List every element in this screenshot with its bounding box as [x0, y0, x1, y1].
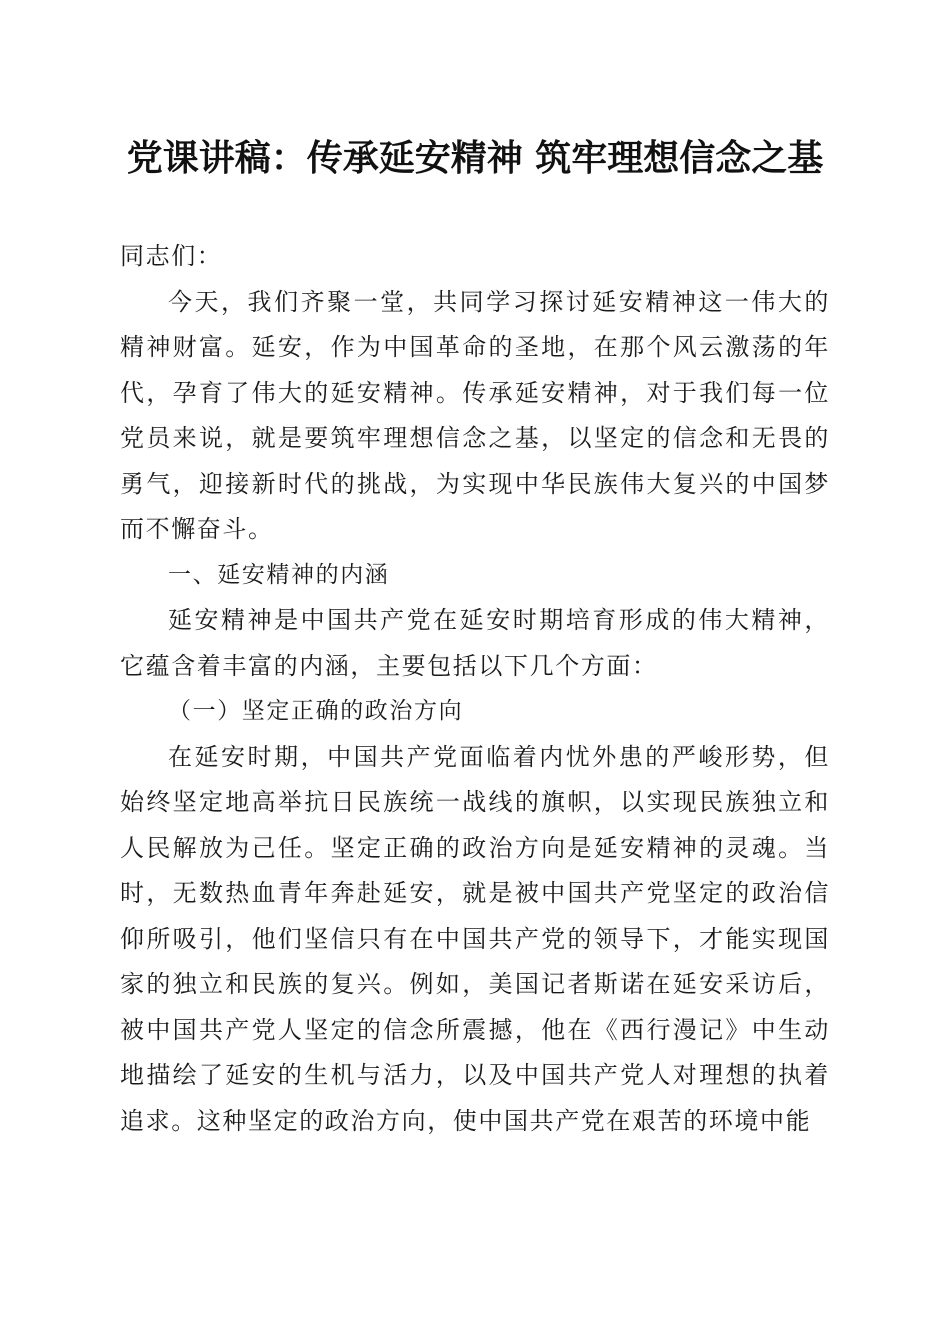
intro-paragraph: 今天，我们齐聚一堂，共同学习探讨延安精神这一伟大的精神财富。延安，作为中国革命的圣地，在那个风云激荡的年代，孕育了伟大的延安精神。传承延安精神，对于我们每一位党员来说，就是要筑牢理想信念之基，以坚定的信念和无畏的勇气，迎接新时代的挑战，为实现中华民族伟大复兴的中国梦而不懈奋斗。 — [120, 287, 830, 543]
section-heading-1: 一、延安精神的内涵 — [168, 561, 390, 588]
salutation: 同志们： — [120, 242, 223, 270]
document-title: 党课讲稿：传承延安精神 筑牢理想信念之基 — [126, 138, 824, 179]
subsection-paragraph-1: 在延安时期，中国共产党面临着内忧外患的严峻形势，但始终坚定地高举抗日民族统一战线的旗帜，以实现民族独立和人民解放为己任。坚定正确的政治方向是延安精神的灵魂。当时，无数热血青年奔赴延安，就是被中国共产党坚定的政治信仰所吸引，他们坚信只有在中国共产党的领导下，才能实现国家的独立和民族的复兴。例如，美国记者斯诺在延安采访后，被中国共产党人坚定的信念所震撼，他在《西行漫记》中生动地描绘了延安的生机与活力，以及中国共产党人对理想的执着追求。这种坚定的政治方向，使中国共产党在艰苦的环境中能 — [120, 742, 830, 1135]
subsection-heading-1: （一）坚定正确的政治方向 — [168, 698, 464, 724]
section-paragraph-1: 延安精神是中国共产党在延安时期培育形成的伟大精神，它蕴含着丰富的内涵，主要包括以下几个方面： — [120, 606, 830, 680]
document-body — [120, 234, 830, 1144]
